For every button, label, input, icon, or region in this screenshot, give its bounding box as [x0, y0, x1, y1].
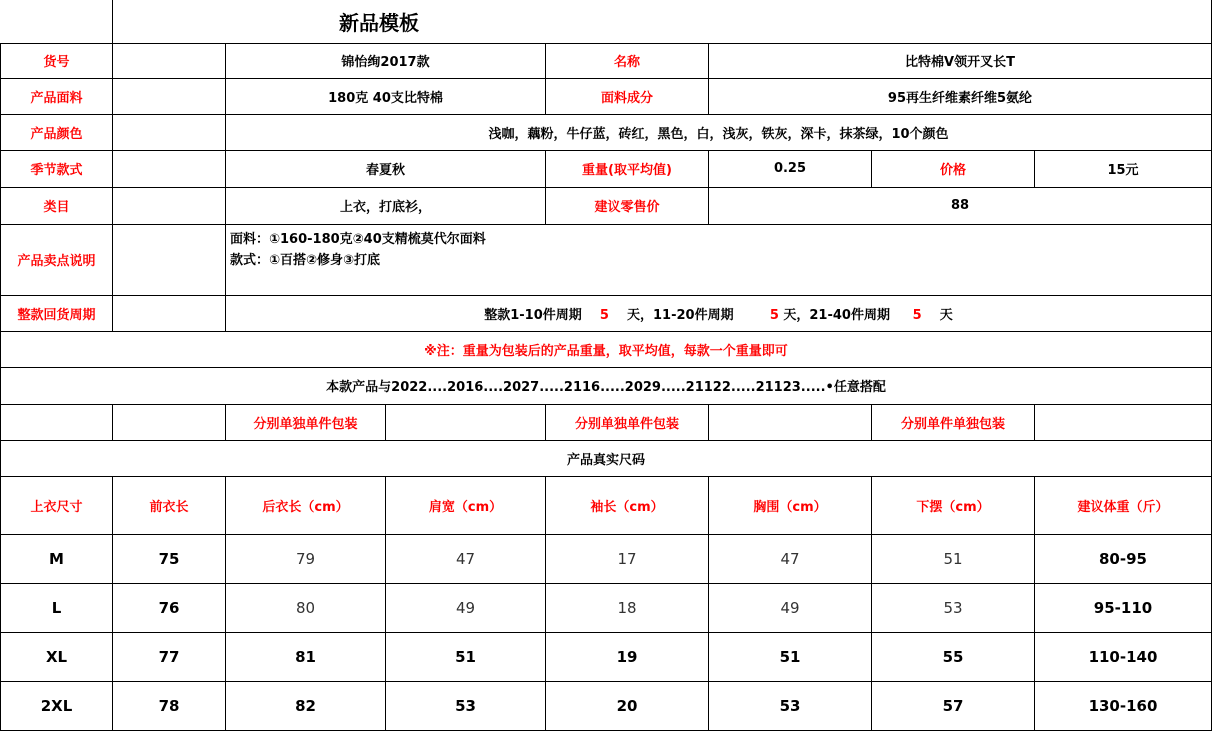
note	[1, 331, 1212, 367]
empty-cell	[113, 295, 226, 331]
empty-cell	[113, 114, 226, 150]
size-cell: 130-160	[1035, 681, 1212, 730]
size-cell: 49	[386, 583, 546, 632]
empty-cell	[709, 404, 872, 440]
size-cell: 76	[113, 583, 226, 632]
color-value: 浅咖，藕粉，牛仔蓝，砖红，黑色，白，浅灰，铁灰，深卡，抹茶绿，10个颜色	[226, 114, 1212, 150]
table-row	[1, 534, 1212, 583]
page-title: 新品模板	[113, 0, 1035, 43]
fabric-label: 产品面料	[1, 78, 113, 114]
pack-label-3: 分别单件单独包装	[872, 404, 1035, 440]
size-cell: 110-140	[1035, 632, 1212, 681]
size-cell: 47	[386, 534, 546, 583]
size-cell: 19	[546, 632, 709, 681]
size-header: 下摆（cm）	[872, 476, 1035, 534]
size-header: 袖长（cm）	[546, 476, 709, 534]
item-no-value: 锦怡绚2017款	[226, 43, 546, 78]
size-cell: 51	[386, 632, 546, 681]
size-cell: 53	[709, 681, 872, 730]
size-header: 胸围（cm）	[709, 476, 872, 534]
size-header: 后衣长（cm）	[226, 476, 386, 534]
restock-days-1: 5	[599, 307, 609, 323]
size-cell: 55	[872, 632, 1035, 681]
selling-line-fabric: 面料：①160-180克②40支精梳莫代尔面料	[230, 231, 486, 247]
season-label: 季节款式	[1, 150, 113, 187]
size-cell: 75	[113, 534, 226, 583]
retail-value: 88	[709, 187, 1212, 224]
size-cell: 53	[386, 681, 546, 730]
size-cell: 18	[546, 583, 709, 632]
size-header-row	[1, 476, 1212, 534]
pack-label-1: 分别单独单件包装	[226, 404, 386, 440]
note-text: ※注：重量为包装后的产品重量，取平均值，每款一个重量即可	[424, 343, 788, 359]
empty-cell	[113, 187, 226, 224]
empty-cell	[113, 224, 226, 295]
size-table-title: 产品真实尺码	[1, 440, 1212, 476]
restock-label: 整款回货周期	[1, 295, 113, 331]
size-cell: 20	[546, 681, 709, 730]
restock-text-3: 天，21-40件周期	[783, 307, 890, 323]
color-label: 产品颜色	[1, 114, 113, 150]
name-value: 比特棉V领开叉长T	[709, 43, 1212, 78]
table-row	[1, 583, 1212, 632]
composition-label: 面料成分	[546, 78, 709, 114]
size-cell: XL	[1, 632, 113, 681]
size-cell: 49	[709, 583, 872, 632]
category-value: 上衣，打底衫，	[226, 187, 546, 224]
size-cell: 53	[872, 583, 1035, 632]
composition-value: 95再生纤维素纤维5氨纶	[709, 78, 1212, 114]
size-cell: M	[1, 534, 113, 583]
size-cell: 78	[113, 681, 226, 730]
restock-value	[226, 295, 1212, 331]
size-header: 建议体重（斤）	[1035, 476, 1212, 534]
size-cell: 2XL	[1, 681, 113, 730]
size-cell: 82	[226, 681, 386, 730]
restock-text-4: 天	[939, 307, 953, 323]
empty-cell	[1035, 404, 1212, 440]
restock-days-3: 5	[912, 307, 922, 323]
fabric-value: 180克 40支比特棉	[226, 78, 546, 114]
price-label: 价格	[872, 150, 1035, 187]
size-cell: 17	[546, 534, 709, 583]
size-cell: 81	[226, 632, 386, 681]
size-cell: 79	[226, 534, 386, 583]
size-cell: 57	[872, 681, 1035, 730]
size-cell: 77	[113, 632, 226, 681]
weight-value: 0.25	[709, 150, 872, 187]
match-note: 本款产品与2022....2016....2027.....2116.....2029.....21122.....21123.....•任意搭配	[1, 367, 1212, 404]
size-cell: 47	[709, 534, 872, 583]
size-cell: 51	[872, 534, 1035, 583]
empty-cell	[386, 404, 546, 440]
size-cell: 80-95	[1035, 534, 1212, 583]
title-pad	[1, 0, 113, 43]
table-row	[1, 632, 1212, 681]
empty-cell	[113, 43, 226, 78]
restock-days-2: 5	[769, 307, 779, 323]
empty-cell	[113, 78, 226, 114]
price-value: 15元	[1035, 150, 1212, 187]
name-label: 名称	[546, 43, 709, 78]
pack-label-2: 分别单独单件包装	[546, 404, 709, 440]
retail-label: 建议零售价	[546, 187, 709, 224]
item-no-label: 货号	[1, 43, 113, 78]
restock-text-2: 天，11-20件周期	[627, 307, 734, 323]
size-cell: 80	[226, 583, 386, 632]
size-cell: 51	[709, 632, 872, 681]
selling-points	[226, 224, 1212, 295]
size-cell: 95-110	[1035, 583, 1212, 632]
title-pad-right	[1035, 0, 1212, 43]
empty-cell	[1, 404, 113, 440]
size-cell: L	[1, 583, 113, 632]
selling-line-style: 款式：①百搭②修身③打底	[230, 252, 381, 268]
category-label: 类目	[1, 187, 113, 224]
table-row	[1, 681, 1212, 730]
size-header: 上衣尺寸	[1, 476, 113, 534]
restock-text-1: 整款1-10件周期	[484, 307, 582, 323]
size-header: 肩宽（cm）	[386, 476, 546, 534]
season-value: 春夏秋	[226, 150, 546, 187]
weight-label: 重量(取平均值)	[546, 150, 709, 187]
size-header: 前衣长	[113, 476, 226, 534]
selling-label: 产品卖点说明	[1, 224, 113, 295]
empty-cell	[113, 404, 226, 440]
empty-cell	[113, 150, 226, 187]
